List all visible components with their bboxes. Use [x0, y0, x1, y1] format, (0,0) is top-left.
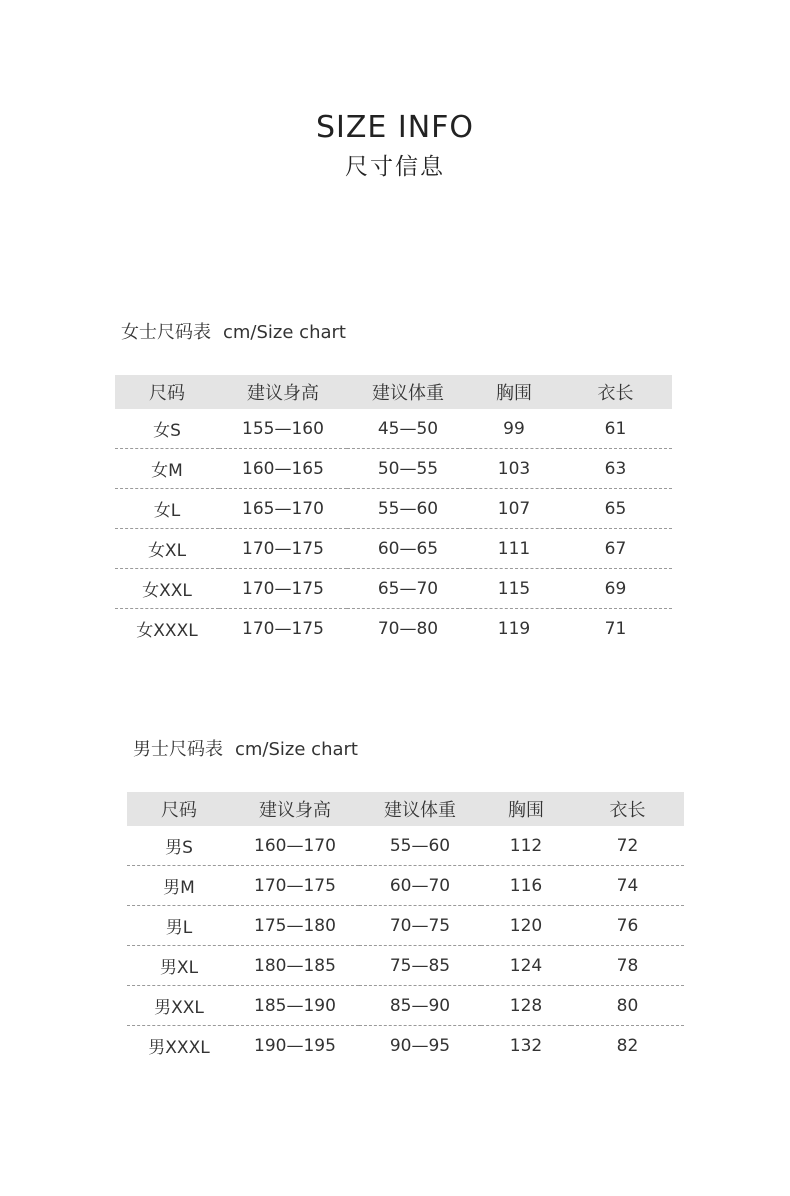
cell-weight: 70—75 [359, 906, 481, 946]
cell-height: 170—175 [242, 618, 324, 639]
cell-chest: 107 [469, 489, 559, 529]
table-row [127, 906, 684, 946]
table-row [127, 946, 684, 986]
cell-chest: 112 [481, 826, 571, 866]
cell-length: 74 [571, 866, 684, 906]
cell-weight: 70—80 [377, 618, 439, 639]
women-size-section [115, 318, 675, 648]
women-size-table [115, 375, 672, 648]
cell-weight: 55—60 [359, 826, 481, 866]
table-row [127, 866, 684, 906]
cell-length: 61 [559, 409, 672, 449]
header-chest: 胸围 [469, 375, 559, 409]
cell-chest: 103 [469, 449, 559, 489]
table-header-row [127, 792, 684, 826]
cell-chest: 128 [481, 986, 571, 1026]
cell-weight: 55—60 [347, 489, 469, 529]
table-row [115, 609, 672, 649]
cell-size: 女XXL [115, 569, 219, 609]
cell-chest: 124 [481, 946, 571, 986]
cell-height: 165—170 [219, 489, 347, 529]
table-row [127, 826, 684, 866]
cell-size: 男M [127, 866, 231, 906]
table-row [115, 529, 672, 569]
cell-height: 170—175 [231, 866, 359, 906]
header-length: 衣长 [571, 792, 684, 826]
cell-height: 170—175 [219, 569, 347, 609]
cell-size: 男XXXL [148, 1038, 210, 1058]
cell-chest: 115 [469, 569, 559, 609]
cell-weight: 50—55 [347, 449, 469, 489]
cell-size: 男S [127, 826, 231, 866]
cell-size: 女L [115, 489, 219, 529]
header-length: 衣长 [559, 375, 672, 409]
men-size-title [133, 735, 687, 765]
header-height: 建议身高 [231, 792, 359, 826]
cell-height: 160—170 [231, 826, 359, 866]
cell-height: 190—195 [254, 1035, 336, 1056]
table-row [115, 449, 672, 489]
cell-height: 170—175 [219, 529, 347, 569]
women-size-title-cn: 女士尺码表 [121, 322, 211, 343]
cell-length: 78 [571, 946, 684, 986]
header-height: 建议身高 [219, 375, 347, 409]
cell-chest: 119 [497, 618, 531, 639]
women-size-title-en: cm/Size chart [223, 322, 346, 343]
cell-length: 72 [571, 826, 684, 866]
cell-length: 65 [559, 489, 672, 529]
cell-length: 69 [559, 569, 672, 609]
table-row [115, 569, 672, 609]
cell-weight: 75—85 [359, 946, 481, 986]
cell-length: 76 [571, 906, 684, 946]
cell-length: 71 [604, 618, 627, 639]
cell-weight: 60—70 [359, 866, 481, 906]
header-weight: 建议体重 [359, 792, 481, 826]
header-weight: 建议体重 [347, 375, 469, 409]
cell-size: 女M [115, 449, 219, 489]
table-row [115, 409, 672, 449]
cell-chest: 111 [469, 529, 559, 569]
cell-size: 男XL [127, 946, 231, 986]
cell-size: 男XXL [127, 986, 231, 1026]
cell-height: 160—165 [219, 449, 347, 489]
cell-weight: 85—90 [359, 986, 481, 1026]
cell-height: 155—160 [219, 409, 347, 449]
cell-weight: 60—65 [347, 529, 469, 569]
cell-length: 67 [559, 529, 672, 569]
header-size: 尺码 [115, 375, 219, 409]
cell-size: 女S [115, 409, 219, 449]
table-row [127, 1026, 684, 1066]
table-row [127, 986, 684, 1026]
table-header-row [115, 375, 672, 409]
page-title: SIZE INFO [315, 110, 475, 145]
cell-weight: 65—70 [347, 569, 469, 609]
cell-size: 女XXXL [136, 621, 198, 641]
cell-chest: 99 [469, 409, 559, 449]
women-size-title [121, 318, 675, 348]
cell-length: 63 [559, 449, 672, 489]
cell-size: 女XL [115, 529, 219, 569]
men-size-title-en: cm/Size chart [235, 739, 358, 760]
cell-height: 180—185 [231, 946, 359, 986]
cell-chest: 116 [481, 866, 571, 906]
cell-weight: 90—95 [389, 1035, 451, 1056]
table-row [115, 489, 672, 529]
cell-weight: 45—50 [347, 409, 469, 449]
cell-height: 185—190 [231, 986, 359, 1026]
cell-chest: 132 [509, 1035, 543, 1056]
cell-size: 男L [127, 906, 231, 946]
header-size: 尺码 [127, 792, 231, 826]
cell-length: 82 [616, 1035, 639, 1056]
cell-chest: 120 [481, 906, 571, 946]
cell-length: 80 [571, 986, 684, 1026]
page-subtitle: 尺寸信息 [345, 154, 445, 180]
men-size-title-cn: 男士尺码表 [133, 739, 223, 760]
men-size-section [127, 735, 687, 1065]
cell-height: 175—180 [231, 906, 359, 946]
header-chest: 胸围 [481, 792, 571, 826]
men-size-table [127, 792, 684, 1065]
